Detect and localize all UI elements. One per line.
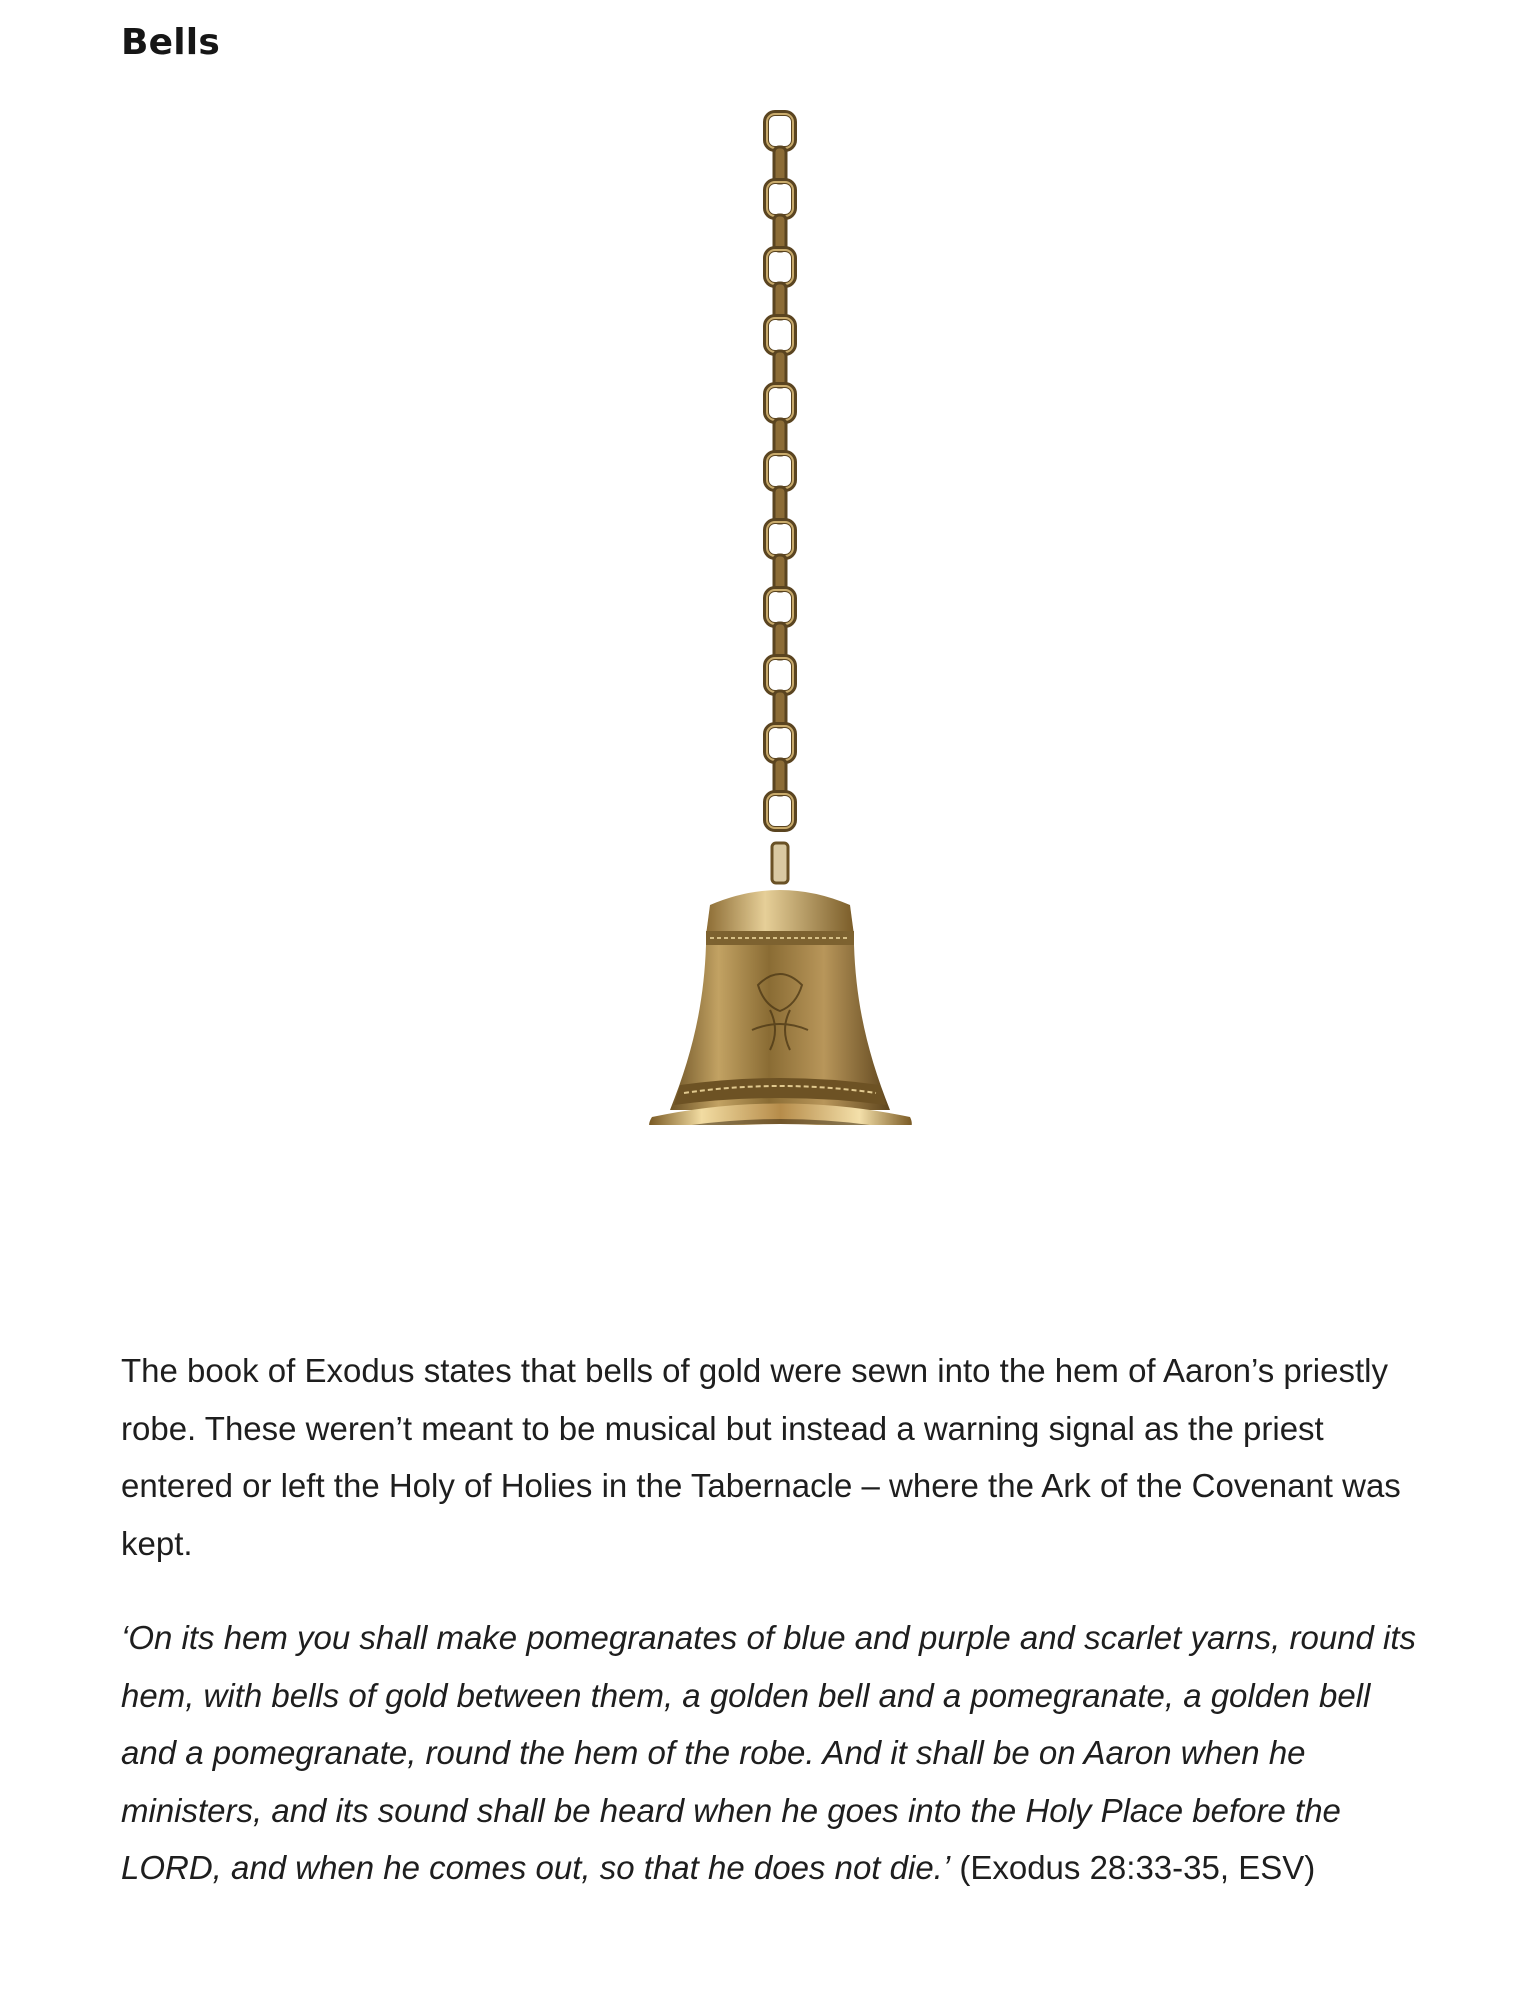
chain-link: [766, 181, 794, 217]
chain-link-highlight: [767, 726, 793, 760]
chain-link: [774, 487, 786, 523]
chain-link-highlight: [767, 250, 793, 284]
chain-link: [774, 623, 786, 659]
chain-link: [766, 589, 794, 625]
hanging-brass-bell-icon: [640, 105, 940, 1125]
chain-link: [774, 147, 786, 183]
chain-link-highlight: [767, 454, 793, 488]
chain-link: [774, 351, 786, 387]
chain-link: [774, 759, 786, 795]
chain-link: [766, 521, 794, 557]
chain-link-highlight: [767, 658, 793, 692]
chain: [766, 113, 794, 829]
quote-citation: (Exodus 28:33-35, ESV): [950, 1849, 1316, 1886]
section-title: Bells: [121, 22, 220, 63]
chain-link: [766, 793, 794, 829]
chain-link: [766, 385, 794, 421]
chain-link: [766, 453, 794, 489]
chain-link-highlight: [767, 182, 793, 216]
chain-link-highlight: [767, 522, 793, 556]
chain-link-highlight: [767, 114, 793, 148]
chain-link-highlight: [767, 318, 793, 352]
chain-link: [774, 419, 786, 455]
body-paragraph: The book of Exodus states that bells of gold were sewn into the hem of Aaron’s priestly robe. These weren’t meant to be musical but instead a warning signal as the priest entered or left the Holy of Holies in the Tabernacle – where the Ark of the Covenant was kept.: [121, 1352, 1401, 1562]
bell-image: [640, 105, 940, 1125]
chain-link: [774, 215, 786, 251]
chain-link: [766, 657, 794, 693]
chain-link-highlight: [767, 386, 793, 420]
chain-link-highlight: [767, 794, 793, 828]
chain-link: [766, 249, 794, 285]
chain-link: [774, 555, 786, 591]
chain-link: [766, 317, 794, 353]
quote-text: ‘On its hem you shall make pomegranates of blue and purple and scarlet yarns, round its hem, with bells of gold between them, a golden bell and a pomegranate, a golden bell and a pomegranate, round the hem of the robe. And it shall be on Aaron when he ministers, and its sound shall be heard when he goes into the Holy Place before the LORD, and when he comes out, so that he does not die.’: [121, 1619, 1417, 1886]
chain-link-highlight: [767, 590, 793, 624]
chain-link: [774, 283, 786, 319]
chain-link: [766, 725, 794, 761]
scripture-quote: [121, 1609, 1421, 1897]
chain-link: [774, 691, 786, 727]
chain-link: [766, 113, 794, 149]
